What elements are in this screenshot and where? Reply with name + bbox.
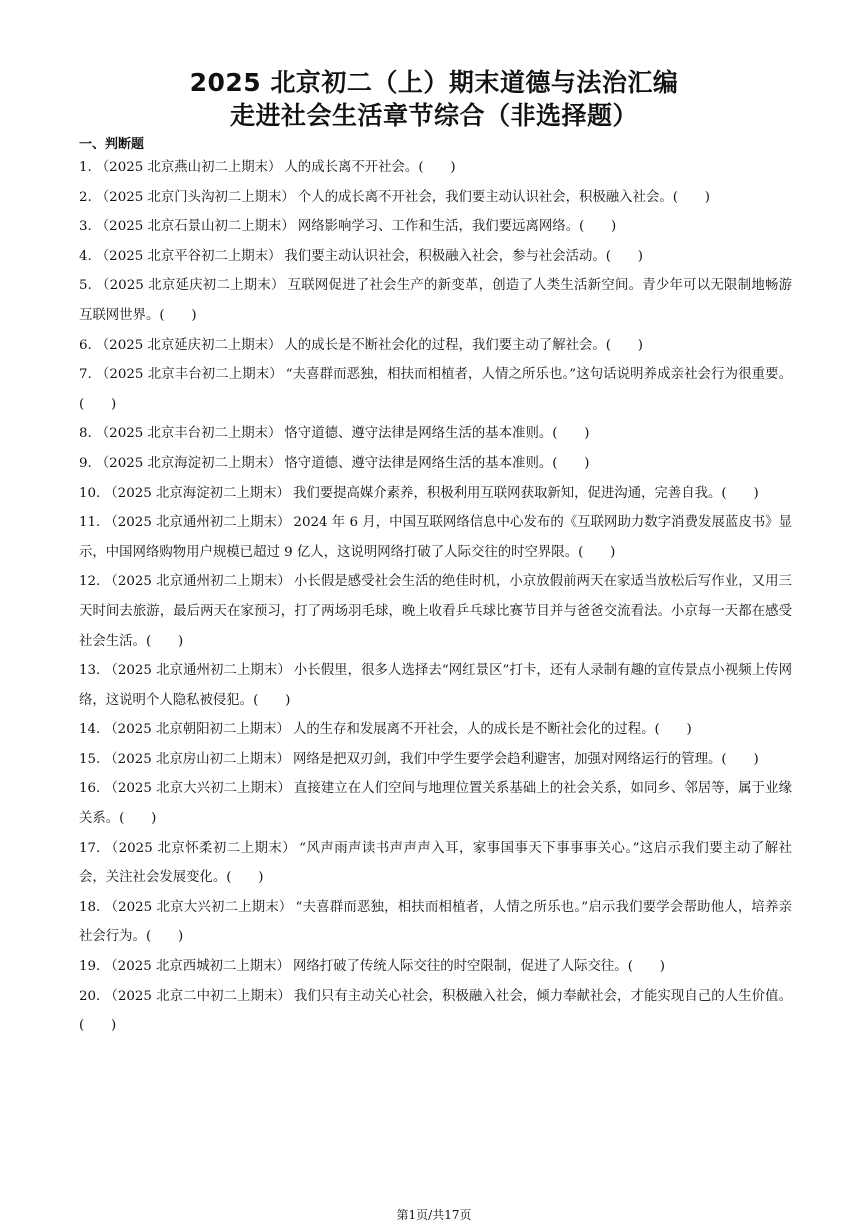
- question-item: [79, 419, 792, 449]
- question-number: 7.: [79, 367, 92, 383]
- question-source: （2025 北京大兴初二上期末）: [104, 899, 293, 915]
- question-source: （2025 北京大兴初二上期末）: [104, 781, 291, 797]
- question-source: （2025 北京西城初二上期末）: [104, 959, 290, 975]
- question-number: 13.: [79, 663, 101, 679]
- question-source: （2025 北京延庆初二上期末）: [95, 278, 285, 294]
- question-source: （2025 北京丰台初二上期末）: [95, 426, 282, 442]
- question-text: 网络影响学习、工作和生活，我们要远离网络。( ): [297, 219, 617, 235]
- question-source: （2025 北京房山初二上期末）: [104, 751, 290, 767]
- question-source: （2025 北京海淀初二上期末）: [95, 455, 282, 471]
- question-number: 14.: [79, 722, 101, 738]
- question-item: [79, 567, 792, 656]
- question-item: [79, 183, 792, 213]
- question-text: 直接建立在人们空间与地理位置关系基础上的社会关系，如同乡、邻居等，属于业缘关系。( ): [79, 781, 792, 827]
- question-text: 小长假是感受社会生活的绝佳时机，小京放假前两天在家适当放松后写作业，又用三天时间去旅游，最后两天在家预习，打了两场羽毛球，晚上收看乒乓球比赛节目并与爸爸交流看法。小京每一天都在感受社会生活。( ): [79, 574, 792, 649]
- question-text: 我们要提高媒介素养，积极利用互联网获取新知，促进沟通，完善自我。( ): [292, 485, 759, 501]
- question-item: [79, 360, 792, 419]
- question-text: 恪守道德、遵守法律是网络生活的基本准则。( ): [284, 426, 590, 442]
- question-item: [79, 331, 792, 361]
- question-source: （2025 北京平谷初二上期末）: [95, 248, 282, 264]
- question-text: 小长假里，很多人选择去“网红景区”打卡，还有人录制有趣的宣传景点小视频上传网络，这说明个人隐私被侵犯。( ): [79, 663, 792, 708]
- question-source: （2025 北京二中初二上期末）: [104, 988, 291, 1004]
- question-number: 2.: [79, 189, 92, 205]
- question-number: 4.: [79, 248, 92, 264]
- question-text: 互联网促进了社会生产的新变革，创造了人类生活新空间。青少年可以无限制地畅游互联网世界。( ): [79, 278, 792, 323]
- question-item: [79, 834, 792, 893]
- question-number: 15.: [79, 751, 101, 767]
- question-text: 人的生存和发展离不开社会，人的成长是不断社会化的过程。( ): [292, 722, 692, 738]
- question-item: [79, 893, 792, 952]
- question-number: 17.: [79, 840, 101, 856]
- question-number: 5.: [79, 278, 92, 294]
- question-source: （2025 北京石景山初二上期末）: [95, 219, 295, 235]
- document-title-line-2: 走进社会生活章节综合（非选择题）: [229, 101, 638, 130]
- question-text: 网络打破了传统人际交往的时空限制，促进了人际交往。( ): [292, 959, 665, 975]
- page-number-footer: 第1页/共17页: [396, 1208, 472, 1222]
- question-list: [79, 153, 792, 1041]
- question-text: 2024 年 6 月，中国互联网络信息中心发布的《互联网助力数字消费发展蓝皮书》显示，中国网络购物用户规模已超过 9 亿人，这说明网络打破了人际交往的时空界限。( ): [79, 515, 792, 560]
- question-number: 9.: [79, 455, 92, 471]
- question-item: [79, 242, 792, 272]
- question-item: [79, 774, 792, 833]
- question-source: （2025 北京通州初二上期末）: [104, 515, 291, 531]
- question-text: 我们要主动认识社会，积极融入社会，参与社会活动。( ): [284, 248, 644, 264]
- question-source: （2025 北京门头沟初二上期末）: [95, 189, 295, 205]
- question-text: 人的成长是不断社会化的过程，我们要主动了解社会。( ): [284, 337, 644, 353]
- question-source: （2025 北京丰台初二上期末）: [95, 367, 283, 383]
- section-heading: 一、判断题: [79, 137, 145, 152]
- question-text: “风声雨声读书声声声入耳，家事国事天下事事事关心。”这启示我们要主动了解社会，关注社会发展变化。( ): [79, 840, 792, 886]
- question-item: [79, 449, 792, 479]
- question-item: [79, 656, 792, 715]
- question-number: 12.: [79, 574, 101, 590]
- question-source: （2025 北京通州初二上期末）: [104, 663, 291, 679]
- question-number: 19.: [79, 959, 101, 975]
- question-source: （2025 北京海淀初二上期末）: [104, 485, 290, 501]
- question-text: 人的成长离不开社会。( ): [284, 160, 456, 175]
- question-source: （2025 北京燕山初二上期末）: [95, 160, 282, 175]
- question-number: 8.: [79, 426, 92, 442]
- question-source: （2025 北京通州初二上期末）: [104, 574, 291, 590]
- question-number: 10.: [79, 485, 101, 501]
- question-source: （2025 北京怀柔初二上期末）: [104, 840, 297, 856]
- question-number: 1.: [79, 160, 92, 175]
- question-text: 网络是把双刃剑，我们中学生要学会趋利避害，加强对网络运行的管理。( ): [292, 751, 759, 767]
- question-text: “夫喜群而恶独，相扶而相植者，人情之所乐也。”这句话说明养成亲社会行为很重要。( ): [79, 367, 792, 412]
- question-number: 20.: [79, 988, 101, 1004]
- question-text: 个人的成长离不开社会，我们要主动认识社会，积极融入社会。( ): [297, 189, 710, 205]
- question-number: 18.: [79, 899, 101, 915]
- question-item: [79, 715, 792, 745]
- question-item: [79, 952, 792, 982]
- question-item: [79, 271, 792, 330]
- question-text: 我们只有主动关心社会，积极融入社会，倾力奉献社会，才能实现自己的人生价值。( ): [79, 988, 792, 1034]
- question-item: [79, 153, 792, 183]
- question-number: 3.: [79, 219, 92, 235]
- question-number: 6.: [79, 337, 92, 353]
- question-item: [79, 212, 792, 242]
- question-number: 16.: [79, 781, 101, 797]
- question-text: “夫喜群而恶独，相扶而相植者，人情之所乐也。”启示我们要学会帮助他人，培养亲社会行为。( ): [79, 899, 792, 945]
- question-number: 11.: [79, 515, 101, 531]
- question-item: [79, 745, 792, 775]
- question-text: 恪守道德、遵守法律是网络生活的基本准则。( ): [284, 455, 590, 471]
- question-item: [79, 479, 792, 509]
- question-source: （2025 北京延庆初二上期末）: [95, 337, 282, 353]
- question-item: [79, 508, 792, 567]
- document-title-line-1: 2025 北京初二（上）期末道德与法治汇编: [189, 68, 679, 97]
- question-item: [79, 982, 792, 1041]
- question-source: （2025 北京朝阳初二上期末）: [104, 722, 290, 738]
